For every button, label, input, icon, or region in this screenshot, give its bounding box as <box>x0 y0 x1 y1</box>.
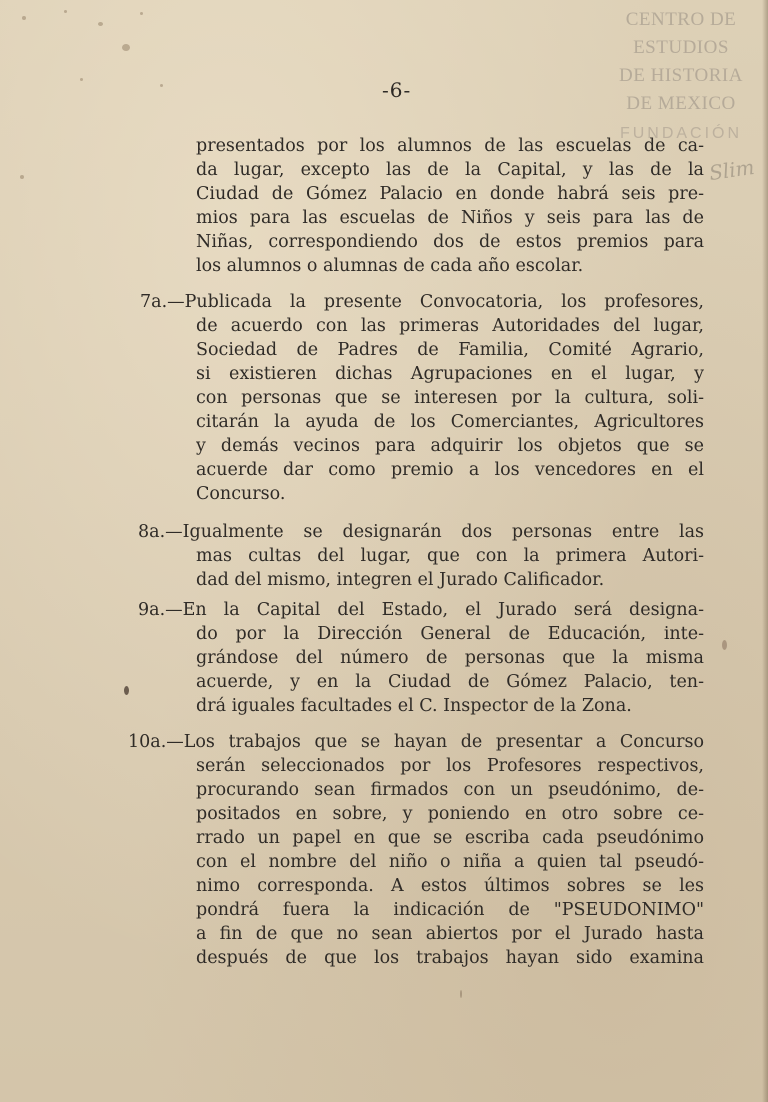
ink-spot <box>98 22 103 26</box>
page-number: -6- <box>382 78 412 102</box>
ink-spot <box>124 686 129 695</box>
clause-8a-heading-line: 8a.—Igualmente se designarán dos personas entre las <box>138 522 704 542</box>
text-line: con el nombre del niño o niña a quien tal pseudó- <box>196 852 704 872</box>
text-line: do por la Dirección General de Educación, inte- <box>196 624 704 644</box>
text-line: y demás vecinos para adquirir los objetos que se <box>196 436 704 456</box>
text-line: nimo corresponda. A estos últimos sobres se les <box>196 876 704 896</box>
ink-spot <box>722 640 727 650</box>
text-line: da lugar, excepto las de la Capital, y las de la <box>196 160 704 180</box>
text-line: después de que los trabajos hayan sido examina <box>196 948 704 968</box>
text-line: procurando sean firmados con un pseudónimo, de- <box>196 780 704 800</box>
text-line: Niñas, correspondiendo dos de estos premios para <box>196 232 704 252</box>
text-line: a fin de que no sean abiertos por el Jurado hasta <box>196 924 704 944</box>
clause-7a-heading-line: 7a.—Publicada la presente Convocatoria, los profesores, <box>140 292 704 312</box>
text-line: serán seleccionados por los Profesores respectivos, <box>196 756 704 776</box>
text-line: presentados por los alumnos de las escuelas de ca- <box>196 136 704 156</box>
text-line: drá iguales facultades el C. Inspector de la Zona. <box>196 696 632 716</box>
ink-spot <box>64 10 67 13</box>
text-line: mas cultas del lugar, que con la primera Autori- <box>196 546 704 566</box>
watermark-line: CENTRO DE <box>625 9 737 30</box>
text-line: positados en sobre, y poniendo en otro sobre ce- <box>196 804 704 824</box>
watermark-signature: Slim <box>707 154 756 186</box>
text-line: si existieren dichas Agrupaciones en el lugar, y <box>196 364 704 384</box>
text-line: pondrá fuera la indicación de "PSEUDONIMO" <box>196 900 704 920</box>
clause-9a-heading-line: 9a.—En la Capital del Estado, el Jurado será designa- <box>138 600 704 620</box>
ink-spot <box>122 44 130 51</box>
watermark-line: DE HISTORIA <box>619 65 743 86</box>
text-line: Concurso. <box>196 484 286 504</box>
text-line: Sociedad de Padres de Familia, Comité Agrario, <box>196 340 704 360</box>
watermark-line: ESTUDIOS <box>633 37 729 58</box>
text-line: con personas que se interesen por la cultura, soli- <box>196 388 704 408</box>
ink-spot <box>460 990 462 998</box>
watermark-line: DE MEXICO <box>626 93 736 114</box>
archive-watermark <box>606 6 756 148</box>
ink-spot <box>160 84 163 87</box>
text-line: Ciudad de Gómez Palacio en donde habrá seis pre- <box>196 184 704 204</box>
ink-spot <box>140 12 143 15</box>
text-line: rrado un papel en que se escriba cada pseudónimo <box>196 828 704 848</box>
watermark-foundation: FUNDACIÓN <box>619 125 743 142</box>
text-line: acuerde, y en la Ciudad de Gómez Palacio, ten- <box>196 672 704 692</box>
text-line: acuerde dar como premio a los vencedores en el <box>196 460 704 480</box>
text-line: dad del mismo, integren el Jurado Calificador. <box>196 570 605 590</box>
page-edge-shadow <box>762 0 768 1102</box>
text-line: grándose del número de personas que la misma <box>196 648 704 668</box>
text-line: de acuerdo con las primeras Autoridades del lugar, <box>196 316 704 336</box>
ink-spot <box>20 175 24 179</box>
ink-spot <box>22 16 26 20</box>
ink-spot <box>80 78 83 81</box>
text-line: mios para las escuelas de Niños y seis para las de <box>196 208 704 228</box>
text-line: los alumnos o alumnas de cada año escolar. <box>196 256 584 276</box>
clause-10a-heading-line: 10a.—Los trabajos que se hayan de presentar a Concurso <box>128 732 704 752</box>
text-line: citarán la ayuda de los Comerciantes, Agricultores <box>196 412 704 432</box>
